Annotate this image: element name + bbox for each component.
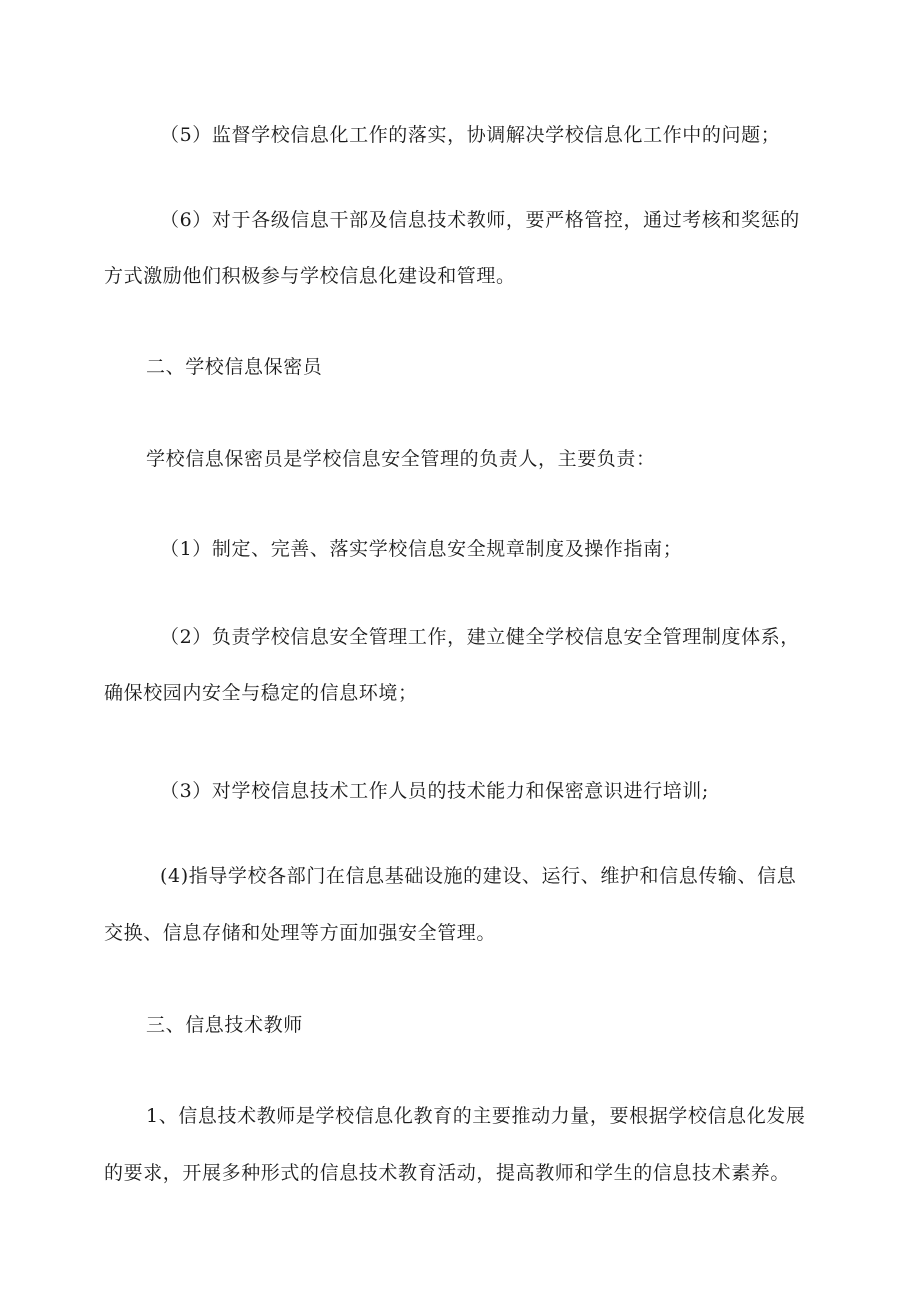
section-3-item-1-line-1: 1、信息技术教师是学校信息化教育的主要推动力量，要根据学校信息化发展 (146, 1105, 806, 1127)
item-6-line-1: （6）对于各级信息干部及信息技术教师，要严格管控，通过考核和奖惩的 (160, 209, 800, 231)
section-3-item-1-line-2: 的要求，开展多种形式的信息技术教育活动，提高教师和学生的信息技术素养。 (104, 1162, 791, 1184)
section-2-item-3: （3）对学校信息技术工作人员的技术能力和保密意识进行培训; (160, 780, 709, 802)
section-2-item-1: （1）制定、完善、落实学校信息安全规章制度及操作指南； (160, 538, 683, 560)
item-5: （5）监督学校信息化工作的落实，协调解决学校信息化工作中的问题； (160, 124, 781, 146)
section-3-heading: 三、信息技术教师 (146, 1014, 303, 1036)
section-2-heading: 二、学校信息保密员 (146, 356, 323, 378)
section-2-item-2-line-2: 确保校园内安全与稳定的信息环境； (104, 682, 418, 704)
section-2-item-4-line-1: (4)指导学校各部门在信息基础设施的建设、运行、维护和信息传输、信息 (160, 865, 797, 887)
item-6-line-2: 方式激励他们积极参与学校信息化建设和管理。 (104, 265, 516, 287)
section-2-intro: 学校信息保密员是学校信息安全管理的负责人，主要负责： (146, 448, 656, 470)
section-2-item-4-line-2: 交换、信息存储和处理等方面加强安全管理。 (104, 922, 497, 944)
section-2-item-2-line-1: （2）负责学校信息安全管理工作，建立健全学校信息安全管理制度体系， (160, 626, 800, 648)
